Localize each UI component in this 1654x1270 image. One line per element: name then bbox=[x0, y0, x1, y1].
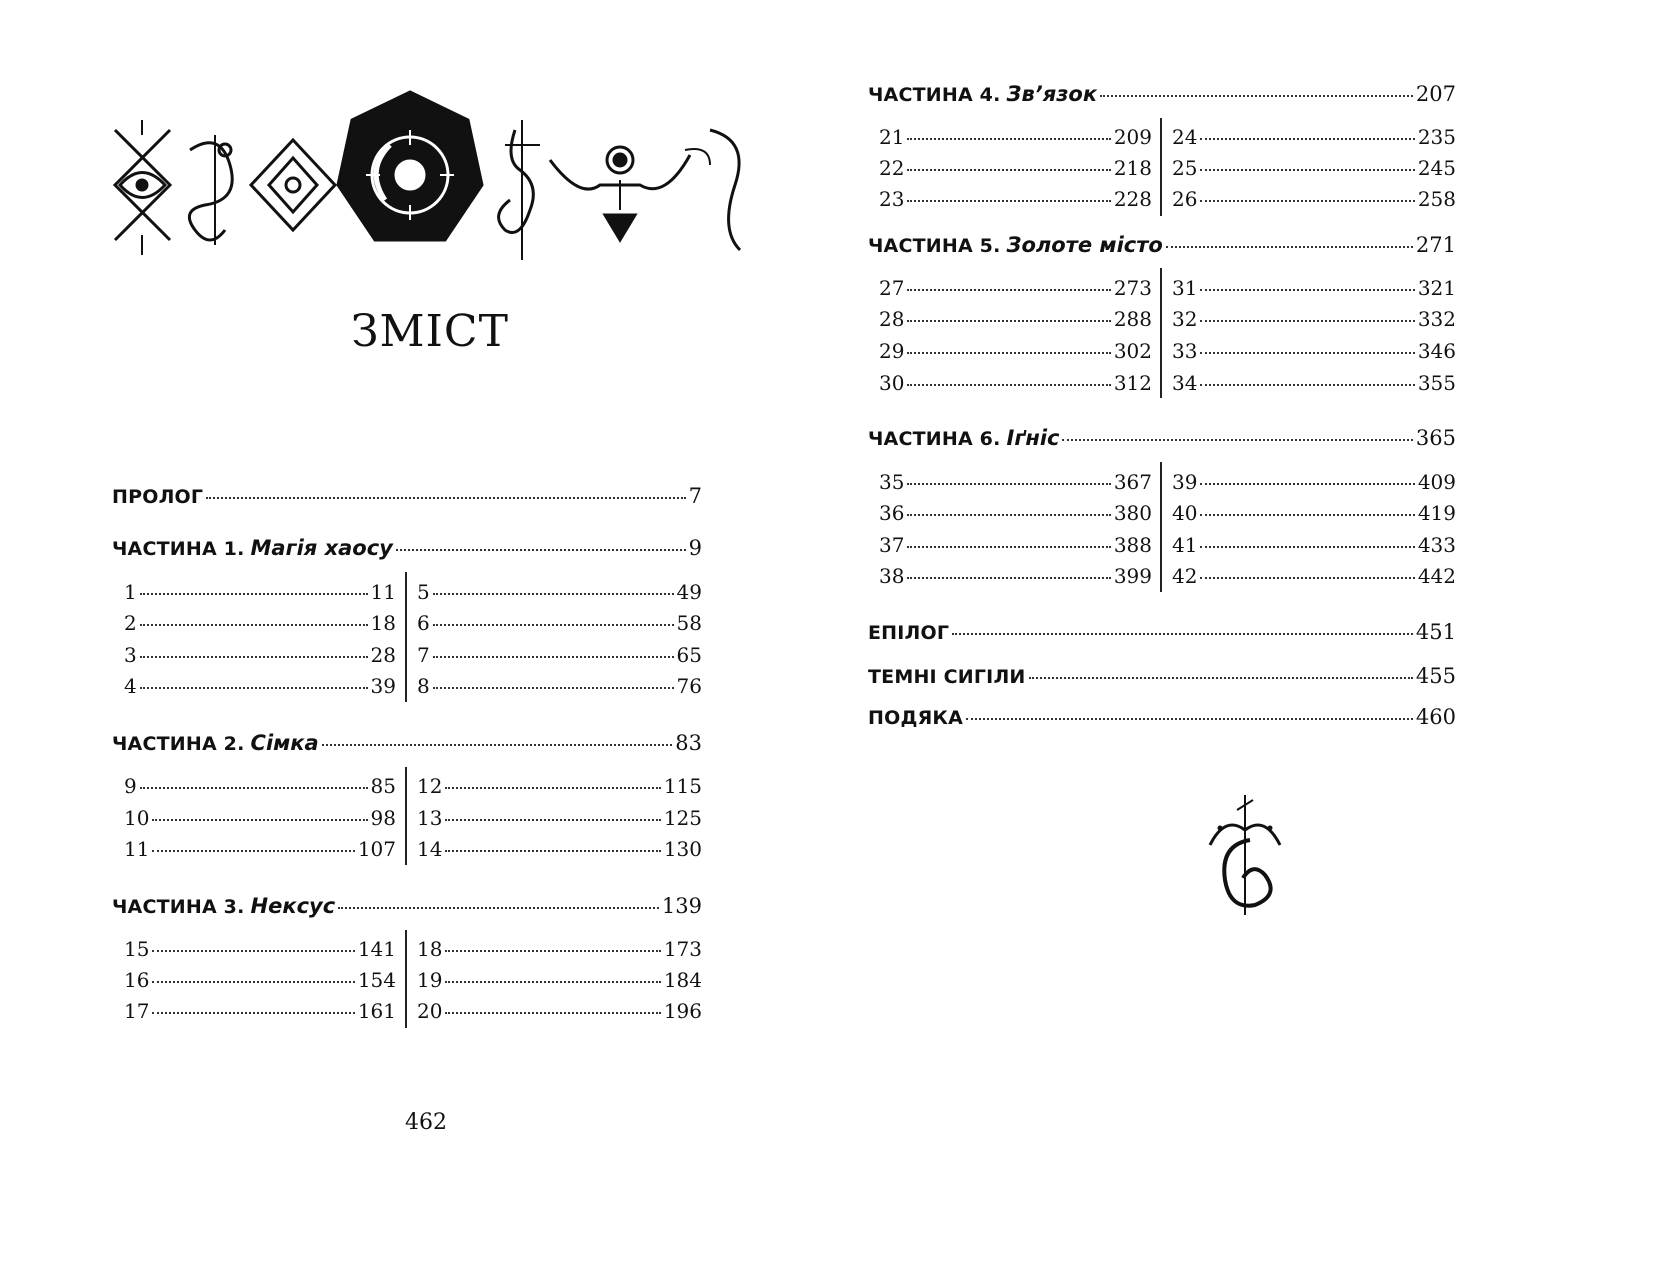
entry-label: ПРОЛОГ bbox=[112, 486, 204, 508]
chapter-row[interactable]: 2 18 bbox=[124, 611, 396, 635]
chapter-row[interactable]: 14 130 bbox=[417, 837, 702, 861]
part-label: ЧАСТИНА 6. bbox=[868, 428, 1001, 450]
toc-entry-part-1[interactable] bbox=[112, 536, 702, 560]
column-divider bbox=[1160, 462, 1162, 592]
chapter-row[interactable]: 39 409 bbox=[1172, 470, 1456, 494]
part-page: 365 bbox=[1415, 426, 1456, 450]
chapter-row[interactable]: 7 65 bbox=[417, 643, 702, 667]
column-divider bbox=[405, 572, 407, 702]
part-subtitle: Сімка bbox=[250, 731, 319, 755]
chapter-row[interactable]: 30 312 bbox=[879, 371, 1152, 395]
chapter-row[interactable]: 5 49 bbox=[417, 580, 702, 604]
chapter-row[interactable]: 26 258 bbox=[1172, 187, 1456, 211]
entry-page: 7 bbox=[688, 484, 702, 508]
part-label: ЧАСТИНА 4. bbox=[868, 84, 1001, 106]
chapter-row[interactable]: 38 399 bbox=[879, 564, 1152, 588]
chapter-row[interactable]: 41 433 bbox=[1172, 533, 1456, 557]
toc-entry-part-5[interactable] bbox=[868, 233, 1456, 257]
chapter-row[interactable]: 29 302 bbox=[879, 339, 1152, 363]
chapter-row[interactable]: 3 28 bbox=[124, 643, 396, 667]
toc-entry-epilogue[interactable] bbox=[868, 620, 1456, 644]
sigil-ornament-banner bbox=[110, 90, 750, 280]
chapter-row[interactable]: 34 355 bbox=[1172, 371, 1456, 395]
part-page: 271 bbox=[1415, 233, 1456, 257]
right-page bbox=[827, 0, 1654, 1270]
toc-entry-part-4[interactable] bbox=[868, 82, 1456, 106]
part-subtitle: Іґніс bbox=[1006, 426, 1060, 450]
chapter-row[interactable]: 16 154 bbox=[124, 968, 396, 992]
chapter-row[interactable]: 1 11 bbox=[124, 580, 396, 604]
dot-leader bbox=[322, 744, 673, 746]
part-subtitle: Зв’язок bbox=[1006, 82, 1098, 106]
dot-leader bbox=[1029, 677, 1413, 679]
part-subtitle: Магія хаосу bbox=[250, 536, 393, 560]
dot-leader bbox=[1100, 95, 1413, 97]
part-label: ЧАСТИНА 5. bbox=[868, 235, 1001, 257]
chapter-row[interactable]: 4 39 bbox=[124, 674, 396, 698]
column-divider bbox=[1160, 268, 1162, 398]
toc-title: ЗМІСТ bbox=[351, 306, 509, 357]
dot-leader bbox=[952, 633, 1413, 635]
chapter-row[interactable]: 20 196 bbox=[417, 999, 702, 1023]
toc-entry-part-3[interactable] bbox=[112, 894, 702, 918]
toc-entry-prologue[interactable] bbox=[112, 484, 702, 508]
chapter-row[interactable]: 42 442 bbox=[1172, 564, 1456, 588]
chapter-row[interactable]: 13 125 bbox=[417, 806, 702, 830]
chapter-row[interactable]: 32 332 bbox=[1172, 307, 1456, 331]
dot-leader bbox=[966, 718, 1413, 720]
column-divider bbox=[405, 767, 407, 865]
entry-page: 451 bbox=[1415, 620, 1456, 644]
chapter-row[interactable]: 36 380 bbox=[879, 501, 1152, 525]
part-label: ЧАСТИНА 2. bbox=[112, 733, 245, 755]
toc-entry-acknowledgements[interactable] bbox=[868, 705, 1456, 729]
part-page: 83 bbox=[675, 731, 702, 755]
sigil-icon bbox=[1195, 790, 1295, 920]
page-number: 462 bbox=[405, 1110, 447, 1135]
chapter-row[interactable]: 17 161 bbox=[124, 999, 396, 1023]
toc-entry-dark-sigils[interactable] bbox=[868, 664, 1456, 688]
chapter-row[interactable]: 18 173 bbox=[417, 937, 702, 961]
entry-label: ЕПІЛОГ bbox=[868, 622, 950, 644]
column-divider bbox=[1160, 118, 1162, 216]
chapter-row[interactable]: 40 419 bbox=[1172, 501, 1456, 525]
chapter-row[interactable]: 24 235 bbox=[1172, 125, 1456, 149]
chapter-row[interactable]: 9 85 bbox=[124, 774, 396, 798]
chapter-row[interactable]: 25 245 bbox=[1172, 156, 1456, 180]
chapter-row[interactable]: 10 98 bbox=[124, 806, 396, 830]
chapter-row[interactable]: 31 321 bbox=[1172, 276, 1456, 300]
dot-leader bbox=[338, 907, 659, 909]
chapter-row[interactable]: 23 228 bbox=[879, 187, 1152, 211]
part-page: 139 bbox=[661, 894, 702, 918]
entry-label: ПОДЯКА bbox=[868, 707, 964, 729]
chapter-row[interactable]: 37 388 bbox=[879, 533, 1152, 557]
chapter-row[interactable]: 22 218 bbox=[879, 156, 1152, 180]
chapter-row[interactable]: 19 184 bbox=[417, 968, 702, 992]
entry-page: 460 bbox=[1415, 705, 1456, 729]
entry-label: ТЕМНІ СИГІЛИ bbox=[868, 666, 1026, 688]
chapter-row[interactable]: 6 58 bbox=[417, 611, 702, 635]
chapter-row[interactable]: 35 367 bbox=[879, 470, 1152, 494]
chapter-row[interactable]: 27 273 bbox=[879, 276, 1152, 300]
dot-leader bbox=[206, 497, 685, 499]
part-label: ЧАСТИНА 1. bbox=[112, 538, 245, 560]
dot-leader bbox=[396, 549, 686, 551]
chapter-row[interactable]: 21 209 bbox=[879, 125, 1152, 149]
column-divider bbox=[405, 930, 407, 1028]
part-page: 207 bbox=[1415, 82, 1456, 106]
chapter-row[interactable]: 15 141 bbox=[124, 937, 396, 961]
entry-page: 455 bbox=[1415, 664, 1456, 688]
part-subtitle: Нексус bbox=[250, 894, 336, 918]
chapter-row[interactable]: 28 288 bbox=[879, 307, 1152, 331]
chapter-row[interactable]: 11 107 bbox=[124, 837, 396, 861]
dot-leader bbox=[1166, 246, 1413, 248]
chapter-row[interactable]: 33 346 bbox=[1172, 339, 1456, 363]
part-subtitle: Золоте місто bbox=[1006, 233, 1163, 257]
part-label: ЧАСТИНА 3. bbox=[112, 896, 245, 918]
dot-leader bbox=[1062, 439, 1412, 441]
toc-entry-part-6[interactable] bbox=[868, 426, 1456, 450]
chapter-row[interactable]: 12 115 bbox=[417, 774, 702, 798]
part-page: 9 bbox=[688, 536, 702, 560]
toc-entry-part-2[interactable] bbox=[112, 731, 702, 755]
chapter-row[interactable]: 8 76 bbox=[417, 674, 702, 698]
